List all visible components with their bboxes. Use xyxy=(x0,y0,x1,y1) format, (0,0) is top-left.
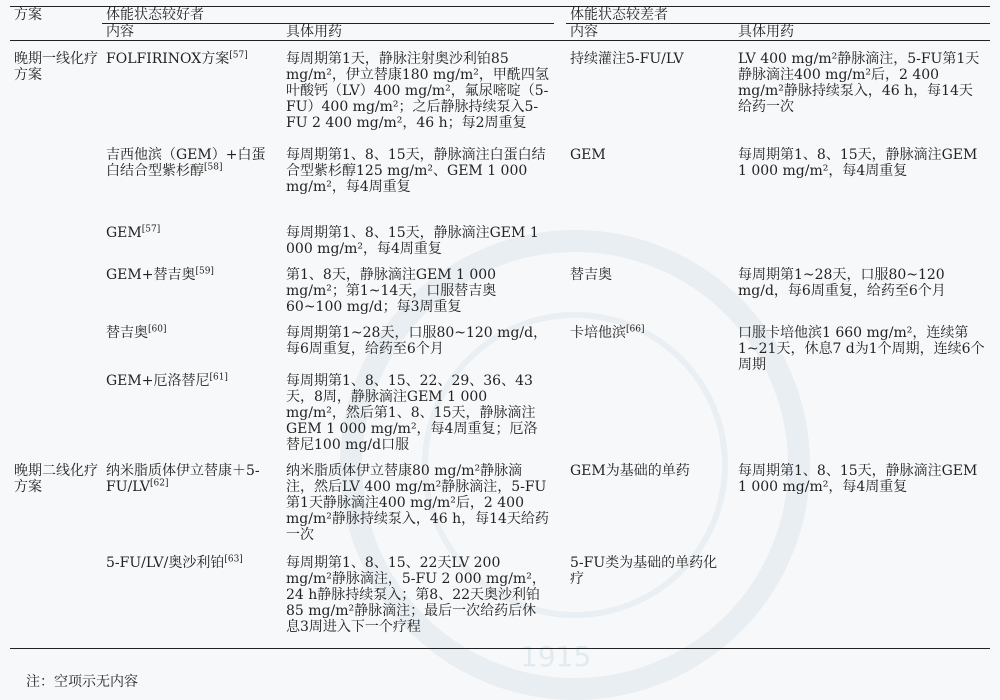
poor-content-cell xyxy=(566,325,734,373)
good-content-text: GEM xyxy=(106,224,142,241)
poor-content-cell xyxy=(566,373,734,463)
poor-regimen-cell: LV 400 mg/m²静脉滴注，5-FU第1天静脉滴注400 mg/m²后，2 400 mg/m²静脉持续泵入，46 h，每14天给药一次 xyxy=(738,51,980,115)
good-content-text: 纳米脂质体伊立替康＋5-FU/LV xyxy=(106,462,260,495)
poor-content-cell: 5-FU类为基础的单药化疗 xyxy=(570,554,718,587)
header-good-regimen: 具体用药 xyxy=(286,24,342,40)
header-scheme: 方案 xyxy=(10,7,102,41)
table-row xyxy=(10,147,990,225)
good-content-cell xyxy=(102,325,282,373)
gap-cell xyxy=(554,225,566,267)
table-row xyxy=(10,373,990,463)
poor-regimen-cell: 口服卡培他滨1 660 mg/m²，连续第1~21天，休息7 d为1个周期，连续6个周期 xyxy=(738,324,985,373)
gap-cell xyxy=(554,373,566,463)
poor-content-cell: GEM为基础的单药 xyxy=(570,462,690,479)
good-content-cell xyxy=(102,41,282,147)
poor-regimen-cell: 每周期第1~28天，口服80~120 mg/d，每6周重复，给药至6个月 xyxy=(738,266,946,299)
poor-regimen-cell: 每周期第1、8、15天，静脉滴注GEM 1 000 mg/m²，每4周重复 xyxy=(738,462,978,495)
header-poor-group: 体能状态较差者 xyxy=(566,7,990,24)
table-footnote: 注：空项示无内容 xyxy=(26,674,138,690)
good-content-text: 替吉奥 xyxy=(106,324,148,341)
good-regimen-cell: 每周期第1、8、15天，静脉滴注白蛋白结合型紫杉醇125 mg/m²、GEM 1 000 mg/m²，每4周重复 xyxy=(286,146,546,195)
good-content-text: GEM+厄洛替尼 xyxy=(106,372,210,389)
good-content-cell xyxy=(102,555,282,649)
good-regimen-cell: 每周期第1、8、15、22天LV 200 mg/m²静脉滴注，5-FU 2 000 mg/m²，24 h静脉持续泵入；第8、22天奥沙利铂85 mg/m²静脉滴注；最后一次给药后休息3周进入下一个疗程 xyxy=(286,554,546,635)
gap-cell xyxy=(554,267,566,325)
good-content-cell xyxy=(102,463,282,555)
good-content-text: FOLFIRINOX方案 xyxy=(106,51,230,67)
good-regimen-cell: 第1、8天，静脉滴注GEM 1 000 mg/m²；第1~14天，口服替吉奥60~100 mg/d；每3周重复 xyxy=(286,266,497,315)
header-poor-content: 内容 xyxy=(570,24,598,40)
poor-regimen-cell xyxy=(734,373,990,463)
header-row-subheads xyxy=(10,24,990,41)
header-row-groups xyxy=(10,7,990,24)
header-gap xyxy=(554,7,566,24)
reference-tag: [63] xyxy=(224,553,243,564)
poor-content-cell: 替吉奥 xyxy=(570,266,612,283)
scheme-first-line: 晚期一线化疗方案 xyxy=(14,51,98,83)
reference-tag: [60] xyxy=(148,323,167,334)
header-gap-sub xyxy=(554,24,566,41)
good-regimen-cell: 每周期第1、8、15天，静脉滴注GEM 1 000 mg/m²，每4周重复 xyxy=(286,224,539,257)
gap-cell xyxy=(554,147,566,225)
good-regimen-cell: 每周期第1、8、15、22、29、36、43天，8周，静脉滴注GEM 1 000 mg/m²，然后第1、8、15天，静脉滴注GEM 1 000 mg/m²，每4周重复；厄洛替尼100 mg/d口服 xyxy=(286,372,538,453)
watermark-year: 1915 xyxy=(520,640,592,673)
reference-tag: [57] xyxy=(141,223,161,234)
table-row xyxy=(10,41,990,147)
poor-content-cell xyxy=(566,225,734,267)
good-regimen-cell: 每周期第1~28天，口服80~120 mg/d，每6周重复，给药至6个月 xyxy=(286,324,548,357)
reference-tag: [62] xyxy=(149,477,169,488)
reference-tag: [66] xyxy=(626,323,645,334)
table-row xyxy=(10,325,990,373)
table-row xyxy=(10,267,990,325)
reference-tag: [57] xyxy=(229,50,248,61)
good-content-cell xyxy=(102,373,282,463)
table-row xyxy=(10,225,990,267)
good-content-text: GEM+替吉奥 xyxy=(106,266,196,283)
poor-regimen-cell xyxy=(734,555,990,649)
gap-cell xyxy=(554,325,566,373)
gap-cell xyxy=(554,555,566,649)
header-good-group: 体能状态较好者 xyxy=(102,7,554,24)
good-regimen-cell: 每周期第1天，静脉注射奥沙利铂85 mg/m²，伊立替康180 mg/m²，甲酰四氢叶酸钙（LV）400 mg/m²，氟尿嘧啶（5-FU）400 mg/m²；之后静脉持续泵入5-FU 2 400 mg/m²，46 h；每2周重复 xyxy=(286,51,549,131)
good-regimen-cell: 纳米脂质体伊立替康80 mg/m²静脉滴注，然后LV 400 mg/m²静脉滴注，5-FU第1天静脉滴注400 mg/m²后，2 400 mg/m²静脉持续泵入，46 h，每14天给药一次 xyxy=(286,462,549,543)
good-content-cell xyxy=(102,267,282,325)
gap-cell xyxy=(554,463,566,555)
regimen-table xyxy=(10,6,990,649)
scheme-second-line: 晚期二线化疗方案 xyxy=(14,462,98,495)
good-content-text: 吉西他滨（GEM）+白蛋白结合型紫杉醇 xyxy=(106,146,266,179)
good-content-text: 5-FU/LV/奥沙利铂 xyxy=(106,554,225,571)
reference-tag: [58] xyxy=(204,161,223,172)
poor-content-cell: 持续灌注5-FU/LV xyxy=(570,51,684,67)
poor-regimen-cell: 每周期第1、8、15天，静脉滴注GEM 1 000 mg/m²，每4周重复 xyxy=(738,146,978,179)
poor-content-text: 卡培他滨 xyxy=(570,324,626,341)
good-content-cell xyxy=(102,225,282,267)
poor-regimen-cell xyxy=(734,225,990,267)
good-content-cell xyxy=(102,147,282,225)
header-good-content: 内容 xyxy=(106,24,134,40)
table-row xyxy=(10,555,990,649)
reference-tag: [61] xyxy=(209,371,228,382)
gap-cell xyxy=(554,41,566,147)
table-row xyxy=(10,463,990,555)
poor-content-cell: GEM xyxy=(570,146,606,163)
header-poor-regimen: 具体用药 xyxy=(738,24,794,40)
reference-tag: [59] xyxy=(195,265,214,276)
